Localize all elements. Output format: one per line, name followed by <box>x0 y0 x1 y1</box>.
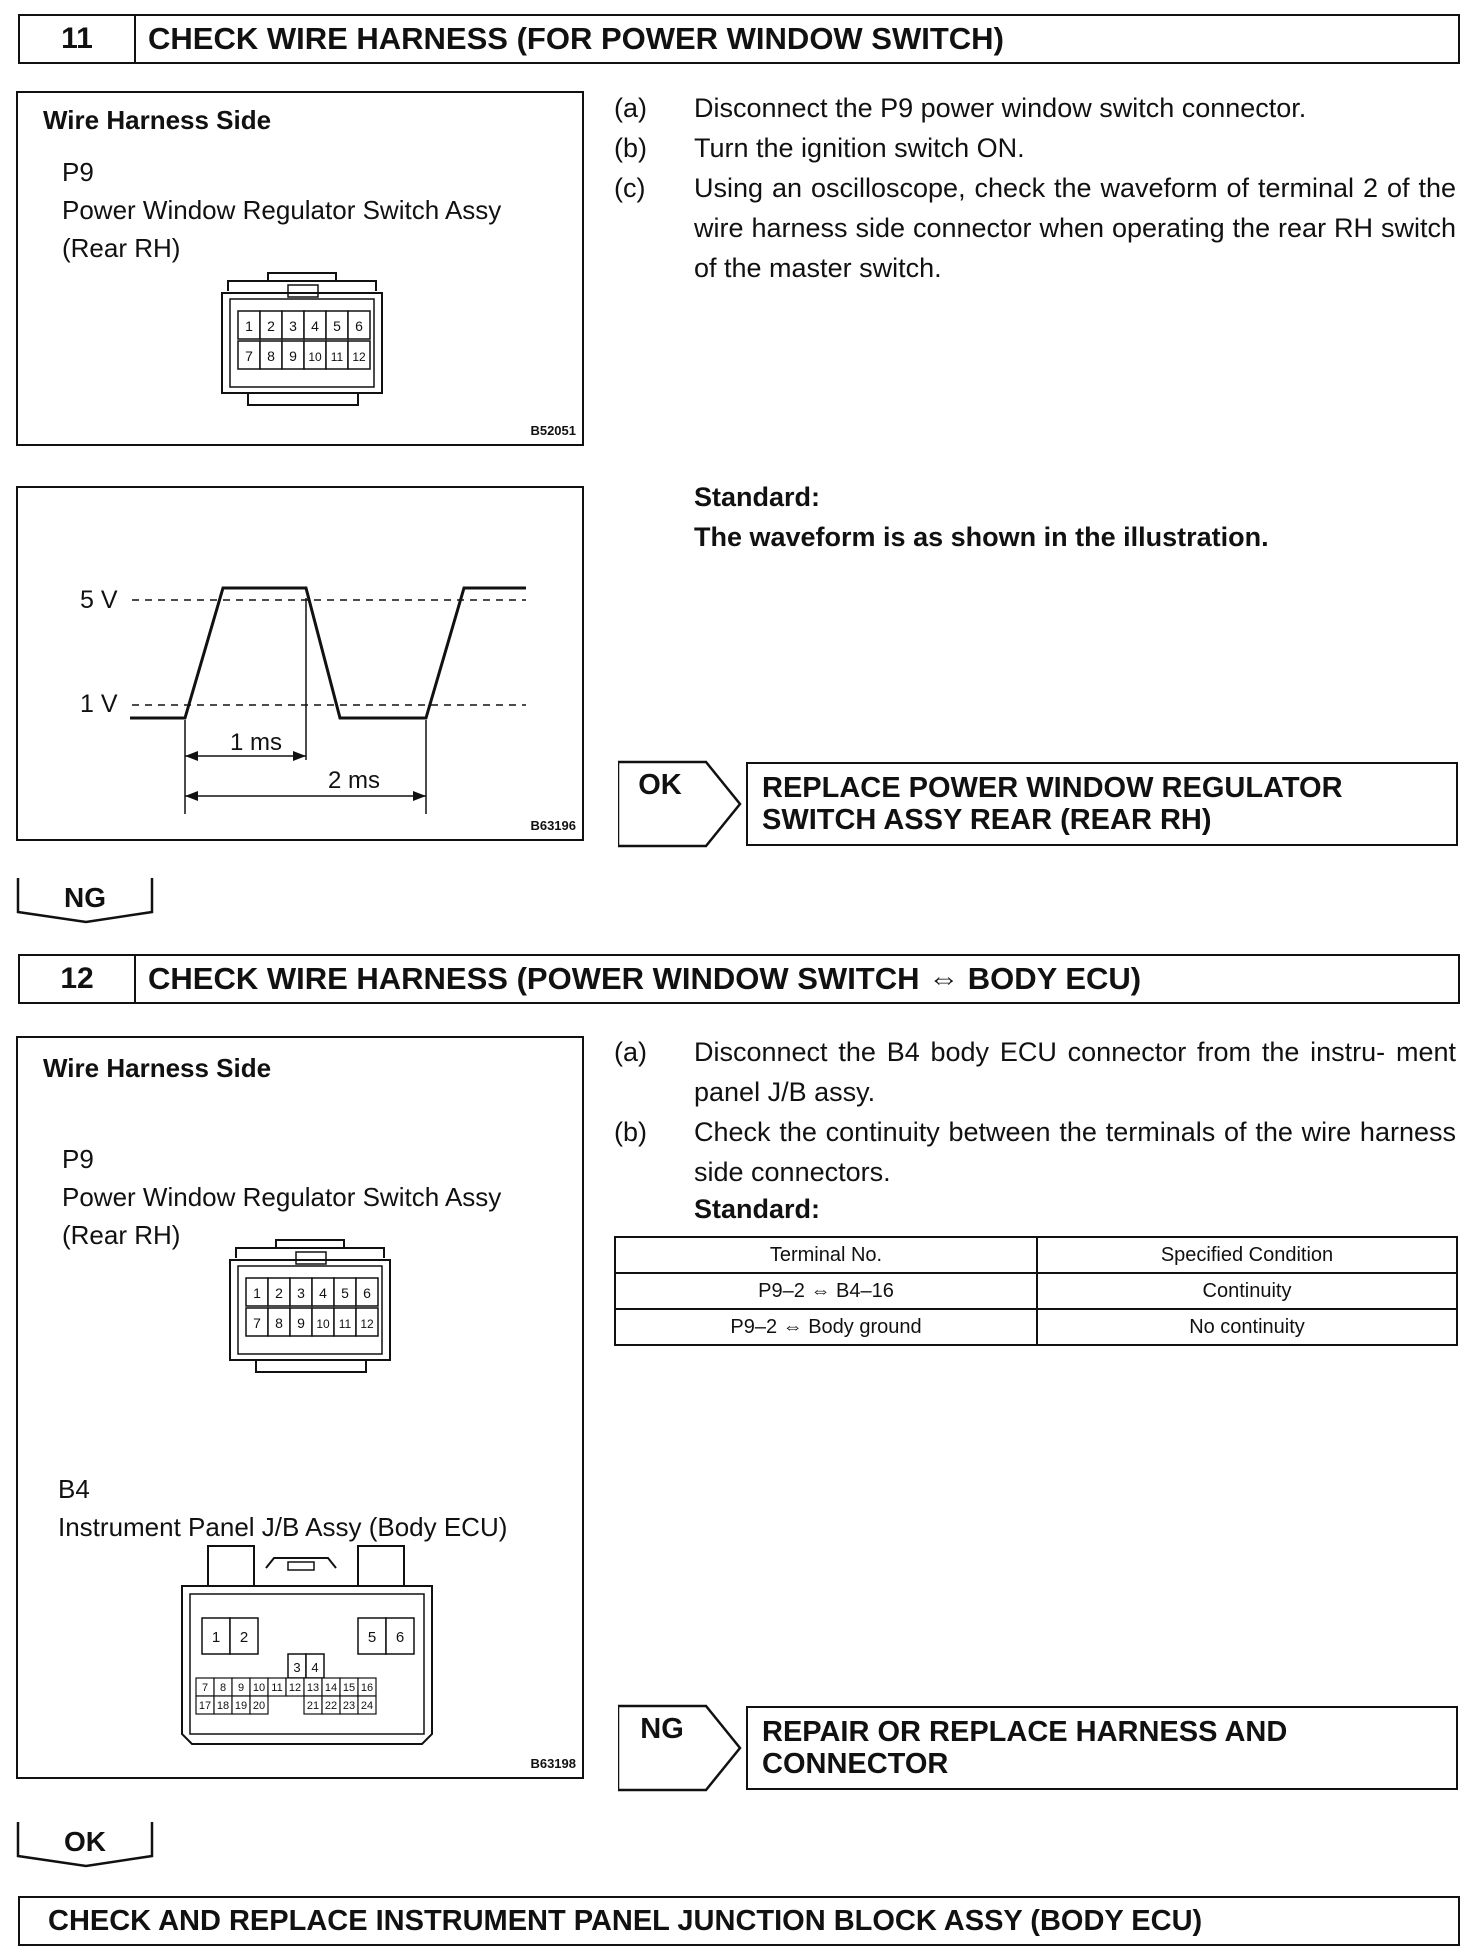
b4-name: Instrument Panel J/B Assy (Body ECU) <box>58 1512 508 1542</box>
instruction-b <box>614 128 1456 168</box>
pin-label: 17 <box>198 1700 212 1712</box>
pin-label: 14 <box>324 1682 338 1694</box>
p9-name: Power Window Regulator Switch Assy <box>62 1182 502 1212</box>
pin-label: 4 <box>311 1660 319 1675</box>
table-cell: No continuity <box>1037 1309 1457 1345</box>
pin-label: 7 <box>245 348 253 364</box>
pin-label: 4 <box>311 318 319 334</box>
result-line-2: SWITCH ASSY REAR (REAR RH) <box>762 804 1212 836</box>
table-row <box>615 1273 1457 1309</box>
figure-code: B63198 <box>530 1756 576 1771</box>
ok-continue-label: OK <box>64 1826 106 1857</box>
instruction-text: Disconnect the B4 body ECU connector from the instru- ment panel J/B assy. <box>694 1037 1456 1107</box>
instruction-c <box>614 168 1456 288</box>
connector-side: (Rear RH) <box>62 233 181 263</box>
instruction-text: Turn the ignition switch ON. <box>694 133 1025 163</box>
instruction-label: (b) <box>614 133 647 163</box>
pin-label: 24 <box>360 1700 374 1712</box>
pin-label: 2 <box>275 1285 283 1301</box>
pin-label: 6 <box>355 318 363 334</box>
label-high: 5 V <box>80 586 118 614</box>
connector-name: Power Window Regulator Switch Assy <box>62 195 502 225</box>
pin-label: 12 <box>352 350 366 364</box>
pin-label: 15 <box>342 1682 356 1694</box>
result-line-1: REPAIR OR REPLACE HARNESS AND <box>762 1716 1288 1748</box>
pin-label: 3 <box>293 1660 301 1675</box>
step-number: 11 <box>20 16 136 62</box>
pin-label: 5 <box>367 1629 377 1646</box>
instruction-text: Disconnect the P9 power window switch connector. <box>694 93 1307 123</box>
pin-label: 12 <box>360 1317 374 1331</box>
figure-heading: Wire Harness Side <box>43 105 272 135</box>
step-title: CHECK WIRE HARNESS (POWER WINDOW SWITCH ⇔ BODY ECU) <box>148 961 1142 996</box>
connector-code: P9 <box>62 157 94 187</box>
pin-label: 22 <box>324 1700 338 1712</box>
pin-label: 23 <box>342 1700 356 1712</box>
pin-label: 9 <box>237 1682 245 1694</box>
ng-result-box <box>746 1706 1458 1790</box>
instruction-a <box>614 1032 1456 1112</box>
p9-side: (Rear RH) <box>62 1220 181 1250</box>
table-header-row <box>615 1237 1457 1273</box>
pin-label: 10 <box>308 350 322 364</box>
instruction-label: (a) <box>614 93 647 123</box>
ng-arrow-label: NG <box>640 1713 684 1745</box>
waveform-trace <box>130 588 526 718</box>
pin-label: 21 <box>306 1700 320 1712</box>
standard-label: Standard: <box>694 482 821 512</box>
instruction-text: Check the continuity between the terminals of the wire harness side connectors. <box>694 1117 1456 1187</box>
pin-label: 19 <box>234 1700 248 1712</box>
final-step-header <box>18 1896 1460 1946</box>
p9-code: P9 <box>62 1144 94 1174</box>
pin-label: 20 <box>252 1700 266 1712</box>
pin-label: 16 <box>360 1682 374 1694</box>
step-number: 12 <box>20 956 136 1002</box>
ng-continue-label: NG <box>64 882 106 913</box>
table-row <box>615 1309 1457 1345</box>
instruction-b <box>614 1112 1456 1192</box>
instruction-label: (a) <box>614 1037 647 1067</box>
pin-label: 2 <box>267 318 275 334</box>
instruction-a <box>614 88 1456 128</box>
pin-label: 8 <box>267 348 275 364</box>
table-cell: Continuity <box>1037 1273 1457 1309</box>
pin-label: 10 <box>252 1682 266 1694</box>
pin-label: 6 <box>363 1285 371 1301</box>
pin-label: 6 <box>395 1629 405 1646</box>
pin-grid <box>238 311 370 369</box>
pin-label: 8 <box>219 1682 227 1694</box>
table-cell: P9–2 ⇔ B4–16 <box>615 1273 1037 1309</box>
instruction-text: Using an oscilloscope, check the waveform of terminal 2 of the wire harness side connector when operating the rear RH switch of the master switch. <box>694 173 1456 283</box>
pin-label: 1 <box>253 1285 261 1301</box>
pin-label: 1 <box>211 1629 221 1646</box>
table-header: Specified Condition <box>1037 1237 1457 1273</box>
pin-label: 2 <box>239 1629 249 1646</box>
ok-continue-tab <box>16 1816 156 1870</box>
label-low: 1 V <box>80 690 118 718</box>
table-cell: P9–2 ⇔ Body ground <box>615 1309 1037 1345</box>
pin-label: 8 <box>275 1315 283 1331</box>
instruction-label: (c) <box>614 173 646 203</box>
pin-grid <box>246 1278 378 1336</box>
pin-label: 11 <box>338 1317 352 1331</box>
step-title: CHECK WIRE HARNESS (FOR POWER WINDOW SWITCH) <box>148 21 1004 56</box>
label-t1: 1 ms <box>230 729 283 756</box>
pin-label: 7 <box>253 1315 261 1331</box>
pin-label: 3 <box>297 1285 305 1301</box>
ok-result-box <box>746 762 1458 846</box>
waveform-chart <box>18 488 582 839</box>
p9-connector-drawing <box>216 1238 406 1378</box>
pin-label: 18 <box>216 1700 230 1712</box>
pin-label: 1 <box>245 318 253 334</box>
p9-connector-drawing <box>208 271 398 411</box>
pin-label: 12 <box>288 1682 302 1694</box>
ng-continue-tab <box>16 872 156 926</box>
pin-label: 7 <box>201 1682 209 1694</box>
pin-label: 11 <box>271 1682 283 1694</box>
ok-arrow-label: OK <box>638 769 682 801</box>
result-line-1: REPLACE POWER WINDOW REGULATOR <box>762 772 1343 804</box>
figure-code: B63196 <box>530 818 576 833</box>
pin-label: 10 <box>316 1317 330 1331</box>
pin-label: 3 <box>289 318 297 334</box>
connector-figure-p9 <box>16 91 584 446</box>
pin-label: 9 <box>297 1315 305 1331</box>
waveform-figure <box>16 486 584 841</box>
standard-text: The waveform is as shown in the illustration. <box>694 522 1269 552</box>
pin-label: 5 <box>333 318 341 334</box>
final-step-title: CHECK AND REPLACE INSTRUMENT PANEL JUNCTION BLOCK ASSY (BODY ECU) <box>48 1904 1203 1937</box>
step-11-header <box>18 14 1460 64</box>
pin-label: 13 <box>306 1682 320 1694</box>
table-header: Terminal No. <box>615 1237 1037 1273</box>
ng-arrow <box>618 1704 742 1792</box>
pin-label: 9 <box>289 348 297 364</box>
standard-label: Standard: <box>694 1194 821 1224</box>
spec-table <box>614 1236 1458 1346</box>
ok-arrow <box>618 760 742 848</box>
pin-label: 4 <box>319 1285 327 1301</box>
figure-code: B52051 <box>530 423 576 438</box>
b4-code: B4 <box>58 1474 90 1504</box>
step-12-header <box>18 954 1460 1004</box>
pin-label: 11 <box>330 350 344 364</box>
connector-figure-p9-b4 <box>16 1036 584 1779</box>
b4-connector-drawing <box>178 1538 438 1750</box>
label-t2: 2 ms <box>328 767 381 794</box>
result-line-2: CONNECTOR <box>762 1748 949 1780</box>
instruction-label: (b) <box>614 1117 647 1147</box>
figure-heading: Wire Harness Side <box>43 1053 272 1083</box>
pin-label: 5 <box>341 1285 349 1301</box>
